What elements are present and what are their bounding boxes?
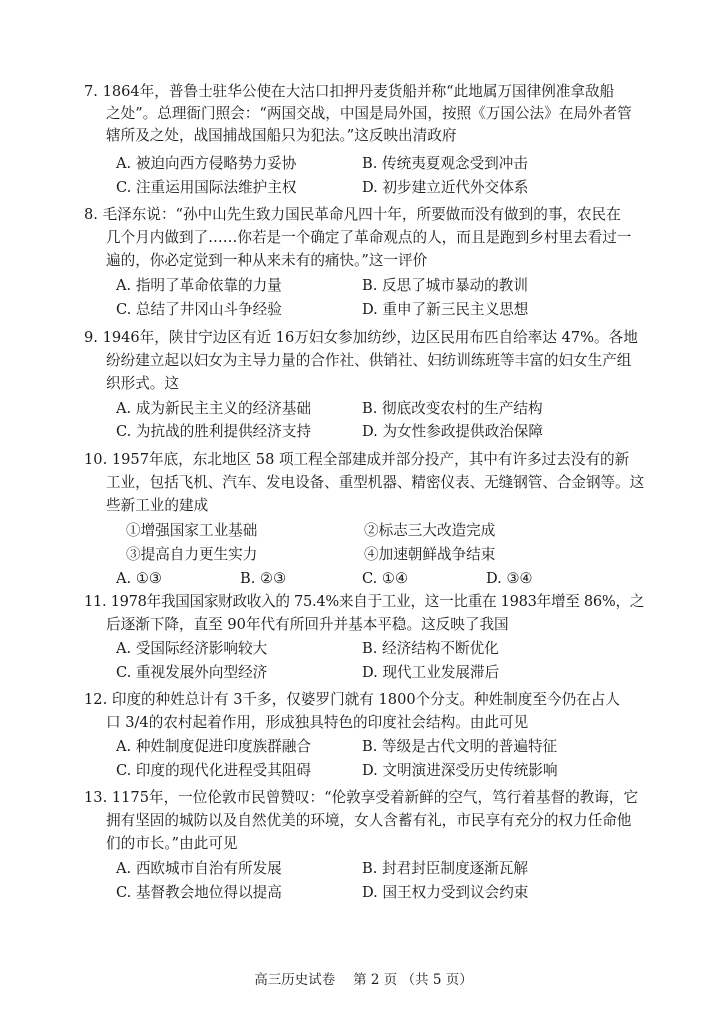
question-text-line: 织形式。这 <box>106 375 179 392</box>
option-b: B. 反思了城市暴动的教训 <box>362 277 528 294</box>
question-text-line: 遍的，你必定觉到一种从来未有的痛快。”这一评价 <box>106 252 428 269</box>
option-b: B. 传统夷夏观念受到冲击 <box>362 155 528 172</box>
option-d: D. 重申了新三民主义思想 <box>362 301 529 318</box>
option-a: A. 受国际经济影响较大 <box>116 640 268 657</box>
question-text-line: 些新工业的建成 <box>106 497 209 514</box>
option-b: B. 等级是古代文明的普遍特征 <box>362 738 558 755</box>
question-text-line: 拥有坚固的城防以及自然优美的环境，女人含蓄有礼，市民享有充分的权力任命他 <box>106 812 632 829</box>
option-c: C. 为抗战的胜利提供经济支持 <box>116 423 312 440</box>
statement-item: ①增强国家工业基础 <box>126 522 258 539</box>
question-text-line: 之处”。总理衙门照会：“两国交战，中国是局外国，按照《万国公法》在局外者管 <box>106 105 632 122</box>
option-d: D. 为女性参政提供政治保障 <box>362 423 543 440</box>
option-a: A. 西欧城市自治有所发展 <box>116 860 282 877</box>
question-text-line: 8. 毛泽东说：“孙中山先生致力国民革命凡四十年，所要做而没有做到的事，农民在 <box>84 206 621 223</box>
question-text-line: 10. 1957年底，东北地区 58 项工程全部建成并部分投产，其中有许多过去没有的新 <box>84 451 630 468</box>
option-d: D. 初步建立近代外交体系 <box>362 179 529 196</box>
option-a: A. 指明了革命依靠的力量 <box>116 277 282 294</box>
option-a: A. ①③ <box>116 570 162 587</box>
option-a: A. 被迫向西方侵略势力妥协 <box>116 155 297 172</box>
question-text-line: 工业，包括飞机、汽车、发电设备、重型机器、精密仪表、无缝钢管、合金钢等。这 <box>106 474 645 491</box>
option-b: B. 经济结构不断优化 <box>362 640 499 657</box>
option-c: C. ①④ <box>362 570 409 587</box>
option-a: A. 种姓制度促进印度族群融合 <box>116 738 311 755</box>
question-text-line: 们的市长。”由此可见 <box>106 835 238 852</box>
option-b: B. 封君封臣制度逐渐瓦解 <box>362 860 528 877</box>
statement-item: ②标志三大改造完成 <box>364 522 496 539</box>
option-c: C. 总结了井冈山斗争经验 <box>116 301 282 318</box>
option-c: C. 注重运用国际法维护主权 <box>116 179 297 196</box>
option-c: C. 重视发展外向型经济 <box>116 664 268 681</box>
question-text-line: 辖所及之处，战国捕战国船只为犯法。”这反映出清政府 <box>106 127 457 144</box>
option-b: B. ②③ <box>240 570 287 587</box>
option-a: A. 成为新民主主义的经济基础 <box>116 400 311 417</box>
question-text-line: 几个月内做到了……你若是一个确定了革命观点的人，而且是跑到乡村里去看过一 <box>106 229 632 246</box>
page-footer: 高三历史试卷 第 2 页 （共 5 页） <box>254 972 473 988</box>
question-text-line: 7. 1864年，普鲁士驻华公使在大沽口扣押丹麦货船并称“此地属万国律例准拿敌船 <box>84 83 615 100</box>
question-text-line: 13. 1175年，一位伦敦市民曾赞叹：“伦敦享受着新鲜的空气，笃行着基督的教诲，它 <box>84 789 639 806</box>
question-text-line: 纷纷建立起以妇女为主导力量的合作社、供销社、妇纺训练班等丰富的妇女生产组 <box>106 352 632 369</box>
option-d: D. ③④ <box>486 570 533 587</box>
option-c: C. 印度的现代化进程受其阻碍 <box>116 762 312 779</box>
option-b: B. 彻底改变农村的生产结构 <box>362 400 543 417</box>
question-text-line: 口 3/4的农村起着作用，形成独具特色的印度社会结构。由此可见 <box>106 714 529 731</box>
option-c: C. 基督教会地位得以提高 <box>116 884 282 901</box>
question-text-line: 后逐渐下降，直至 90年代有所回升并基本平稳。这反映了我国 <box>106 616 509 633</box>
statement-item: ③提高自力更生实力 <box>126 546 258 563</box>
question-text-line: 9. 1946年，陕甘宁边区有近 16万妇女参加纺纱，边区民用布匹自给率达 47%。各地 <box>84 329 638 346</box>
option-d: D. 现代工业发展滞后 <box>362 664 500 681</box>
question-text-line: 12. 印度的种姓总计有 3千多，仅婆罗门就有 1800个分支。种姓制度至今仍在占人 <box>84 691 620 708</box>
question-text-line: 11. 1978年我国国家财政收入的 75.4%来自于工业，这一比重在 1983年增至 86%，之 <box>84 593 645 610</box>
option-d: D. 文明演进深受历史传统影响 <box>362 762 558 779</box>
option-d: D. 国王权力受到议会约束 <box>362 884 529 901</box>
statement-item: ④加速朝鲜战争结束 <box>364 546 496 563</box>
